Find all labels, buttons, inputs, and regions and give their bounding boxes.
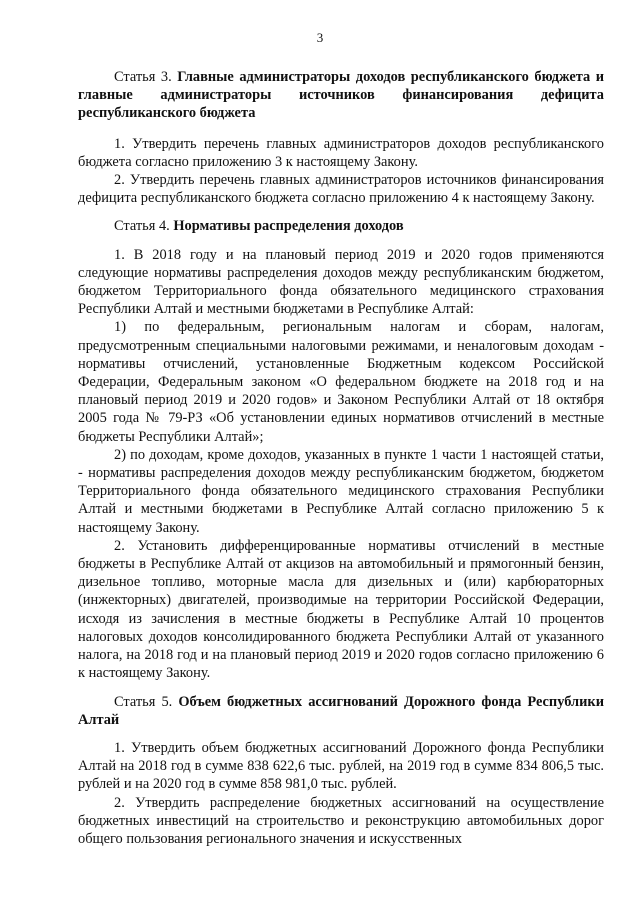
document-body: [78, 68, 604, 848]
article-4-item-1: 1. В 2018 году и на плановый период 2019 и 2020 годов применяются следующие нормативы распределения доходов между республиканским бюджетом, бюджетом Территориального фонда обязательного медицинского страхования Республики Алтай и местными бюджетами в Республике Алтай:: [78, 246, 604, 318]
article-4-label: Статья 4.: [114, 218, 170, 235]
article-3-title: Главные администраторы доходов республиканского бюджета и главные администраторы источников финансирования дефицита республиканского бюджета: [78, 69, 604, 122]
article-3-item-2: 2. Утвердить перечень главных администраторов источников финансирования дефицита республиканского бюджета согласно приложению 4 к настоящему Закону.: [78, 172, 604, 207]
article-3-item-1: 1. Утвердить перечень главных администраторов доходов республиканского бюджета согласно приложению 3 к настоящему Закону.: [78, 135, 604, 170]
article-5-heading: [78, 693, 604, 729]
article-4-heading: [78, 217, 604, 235]
article-4-item-3: 2) по доходам, кроме доходов, указанных в пункте 1 части 1 настоящей статьи, - нормативы распределения доходов между республиканским бюджетом, бюджетом Территориального фонда обязательного медицинского страхования Республики Алтай и местными бюджетами в Республике Алтай согласно приложению 5 к настоящему Закону.: [78, 446, 604, 536]
article-4-item-4: 2. Установить дифференцированные нормативы отчислений в местные бюджеты в Республике Алтай от акцизов на автомобильный и прямогонный бензин, дизельное топливо, моторные масла для дизельных и (или) карбюраторных (инжекторных) двигателей, производимые на территории Российской Федерации, исходя из зачисления в местные бюджеты в Республике Алтай 10 процентов налоговых доходов консолидированного бюджета Республики Алтай от указанного налога, на 2018 год и на плановый период 2019 и 2020 годов согласно приложению 6 к настоящему Закону.: [78, 537, 604, 682]
article-5-item-2: 2. Утвердить распределение бюджетных ассигнований на осуществление бюджетных инвестиций на строительство и реконструкцию автомобильных дорог общего пользования регионального значения и искусственных: [78, 794, 604, 847]
article-3-heading: [78, 68, 604, 123]
article-5-item-1: 1. Утвердить объем бюджетных ассигнований Дорожного фонда Республики Алтай на 2018 год в сумме 838 622,6 тыс. рублей, на 2019 год в сумме 834 806,5 тыс. рублей и на 2020 год в сумме 858 981,0 тыс. рублей.: [78, 739, 604, 793]
page-number: 3: [316, 30, 324, 45]
article-5-label: Статья 5.: [114, 693, 173, 710]
article-5-title: Объем бюджетных ассигнований Дорожного фонда Республики Алтай: [78, 693, 605, 728]
article-4-item-2: 1) по федеральным, региональным налогам и сборам, налогам, предусмотренным специальными налоговыми режимами, и неналоговым доходам - нормативы отчислений, установленные Бюджетным кодексом Российской Федерации, Федеральным законом «О федеральном бюджете на 2018 год и на плановый период 2019 и 2020 годов» и Законом Республики Алтай от 18 октября 2005 года № 79-РЗ «Об установлении единых нормативов отчислений в местные бюджеты Республики Алтай»;: [78, 319, 604, 445]
article-4-title: Нормативы распределения доходов: [173, 218, 404, 235]
article-3-label: Статья 3.: [114, 69, 172, 85]
